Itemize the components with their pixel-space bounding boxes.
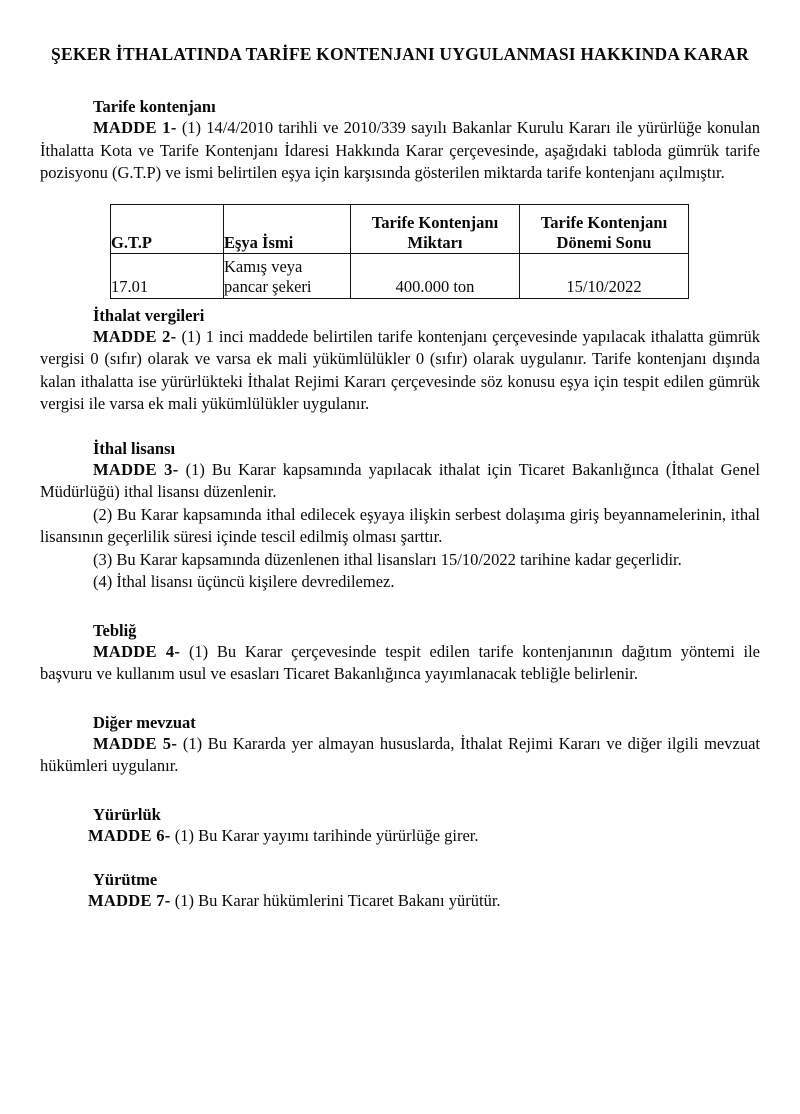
column-header-donem-line1: Tarife Kontenjanı [540, 212, 668, 232]
paragraph-madde-3 [40, 459, 760, 504]
paragraph-madde-3-fikra-3: (3) Bu Karar kapsamında düzenlenen ithal lisansları 15/10/2022 tarihine kadar geçerlidir. [93, 549, 682, 569]
spacer [40, 778, 760, 804]
section-yururluk [40, 804, 760, 848]
madde-label-2: MADDE 2- [93, 326, 177, 346]
page-title: ŞEKER İTHALATINDA TARİFE KONTENJANI UYGULANMASI HAKKINDA KARAR [51, 44, 749, 64]
madde-body-5: (1) Bu Kararda yer almayan hususlarda, İthalat Rejimi Kararı ve diğer ilgili mevzuat hükümleri uygulanır. [40, 733, 760, 775]
cell-gtp: 17.01 [111, 253, 224, 298]
paragraph-madde-7 [40, 890, 760, 913]
table-header [111, 204, 689, 253]
madde-body-7: (1) Bu Karar hükümlerini Ticaret Bakanı yürütür. [174, 891, 501, 910]
spacer [40, 416, 760, 438]
madde-body-3: (1) Bu Karar kapsamında yapılacak ithalat için Ticaret Bakanlığınca (İthalat Genel Müdürlüğü) ithal lisansı düzenlenir. [40, 459, 761, 501]
tarife-kontenjani-table-wrapper [40, 185, 760, 305]
cell-donem-sonu: 15/10/2022 [520, 253, 689, 298]
section-heading-ithalat-vergileri: İthalat vergileri [93, 305, 205, 325]
column-header-esya-ismi: Eşya İsmi [224, 204, 351, 253]
section-heading-tarife-kontenjani: Tarife kontenjanı [93, 97, 216, 116]
table-header-row [111, 204, 689, 253]
cell-esya-line2: pancar şekeri [224, 277, 312, 296]
document-body [40, 96, 760, 913]
column-header-miktar [351, 204, 520, 253]
section-heading-teblig: Tebliğ [93, 620, 137, 640]
paragraph-madde-1 [40, 117, 760, 185]
column-header-miktar-line2: Miktarı [407, 232, 463, 252]
section-heading-ithal-lisansi: İthal lisansı [93, 438, 176, 458]
madde-label-5: MADDE 5- [93, 733, 178, 753]
madde-body-6: (1) Bu Karar yayımı tarihinde yürürlüğe girer. [174, 825, 479, 845]
table-row [111, 253, 689, 298]
spacer [40, 686, 760, 712]
section-ithal-lisansi [40, 438, 760, 594]
column-header-donem-sonu [520, 204, 689, 253]
section-heading-yururluk: Yürürlük [93, 804, 161, 824]
section-teblig [40, 620, 760, 686]
madde-label-1: MADDE 1- [93, 118, 177, 137]
paragraph-madde-3-fikra-2: (2) Bu Karar kapsamında ithal edilecek eşyaya ilişkin serbest dolaşıma giriş beyannamelerinin, ithal lisansının geçerlilik süresi içinde tescil edilmiş olması şarttır. [40, 504, 760, 546]
section-tarife-kontenjani [40, 96, 760, 185]
madde-body-2: (1) 1 inci maddede belirtilen tarife kontenjanı çerçevesinde yapılacak ithalatta gümrük vergisi 0 (sıfır) olarak ve varsa ek mali yükümlülükler 0 (sıfır) olarak uygulanır. Tarife kontenjanı dışında kalan ithalatta ise yürürlükteki İthalat Rejimi Kararı çerçevesinde söz konusu eşya için tespit edilen gümrük vergisi ile varsa ek mali yükümlülükler uygulanır. [40, 326, 761, 413]
spacer [40, 594, 760, 620]
column-header-miktar-line1: Tarife Kontenjanı [371, 212, 499, 232]
column-header-gtp: G.T.P [111, 204, 224, 253]
table-body [111, 253, 689, 298]
paragraph-madde-2 [40, 326, 760, 416]
section-ithalat-vergileri [40, 305, 760, 416]
paragraph-madde-5 [40, 733, 760, 778]
cell-esya-ismi [224, 253, 351, 298]
cell-esya-line1: Kamış veya [224, 256, 303, 276]
paragraph-madde-3-fikra-4: (4) İthal lisansı üçüncü kişilere devredilemez. [93, 572, 395, 591]
paragraph-madde-4 [40, 641, 760, 686]
madde-label-7: MADDE 7- [88, 891, 171, 910]
section-diger-mevzuat [40, 712, 760, 778]
spacer [40, 847, 760, 869]
tarife-kontenjani-table [110, 204, 689, 299]
section-heading-yurutme: Yürütme [93, 870, 158, 889]
section-heading-diger-mevzuat: Diğer mevzuat [93, 712, 196, 732]
cell-miktar: 400.000 ton [351, 253, 520, 298]
column-header-donem-line2: Dönemi Sonu [556, 232, 652, 252]
madde-label-4: MADDE 4- [93, 641, 181, 661]
section-yurutme [40, 869, 760, 913]
madde-body-1: (1) 14/4/2010 tarihli ve 2010/339 sayılı Bakanlar Kurulu Kararı ile yürürlüğe konulan İthalatta Kota ve Tarife Kontenjanı İdaresi Hakkında Karar çerçevesinde, aşağıdaki tabloda gümrük tarife pozisyonu (G.T.P) ve ismi belirtilen eşya için karşısında gösterilen miktarda tarife kontenjanı açılmıştır. [40, 118, 761, 182]
madde-label-3: MADDE 3- [93, 459, 179, 479]
madde-body-4: (1) Bu Karar çerçevesinde tespit edilen tarife kontenjanının dağıtım yöntemi ile başvuru ve kullanım usul ve esasları Ticaret Bakanlığınca yayımlanacak tebliğle belirlenir. [40, 641, 760, 683]
paragraph-madde-6 [40, 825, 760, 848]
madde-label-6: MADDE 6- [88, 825, 171, 845]
